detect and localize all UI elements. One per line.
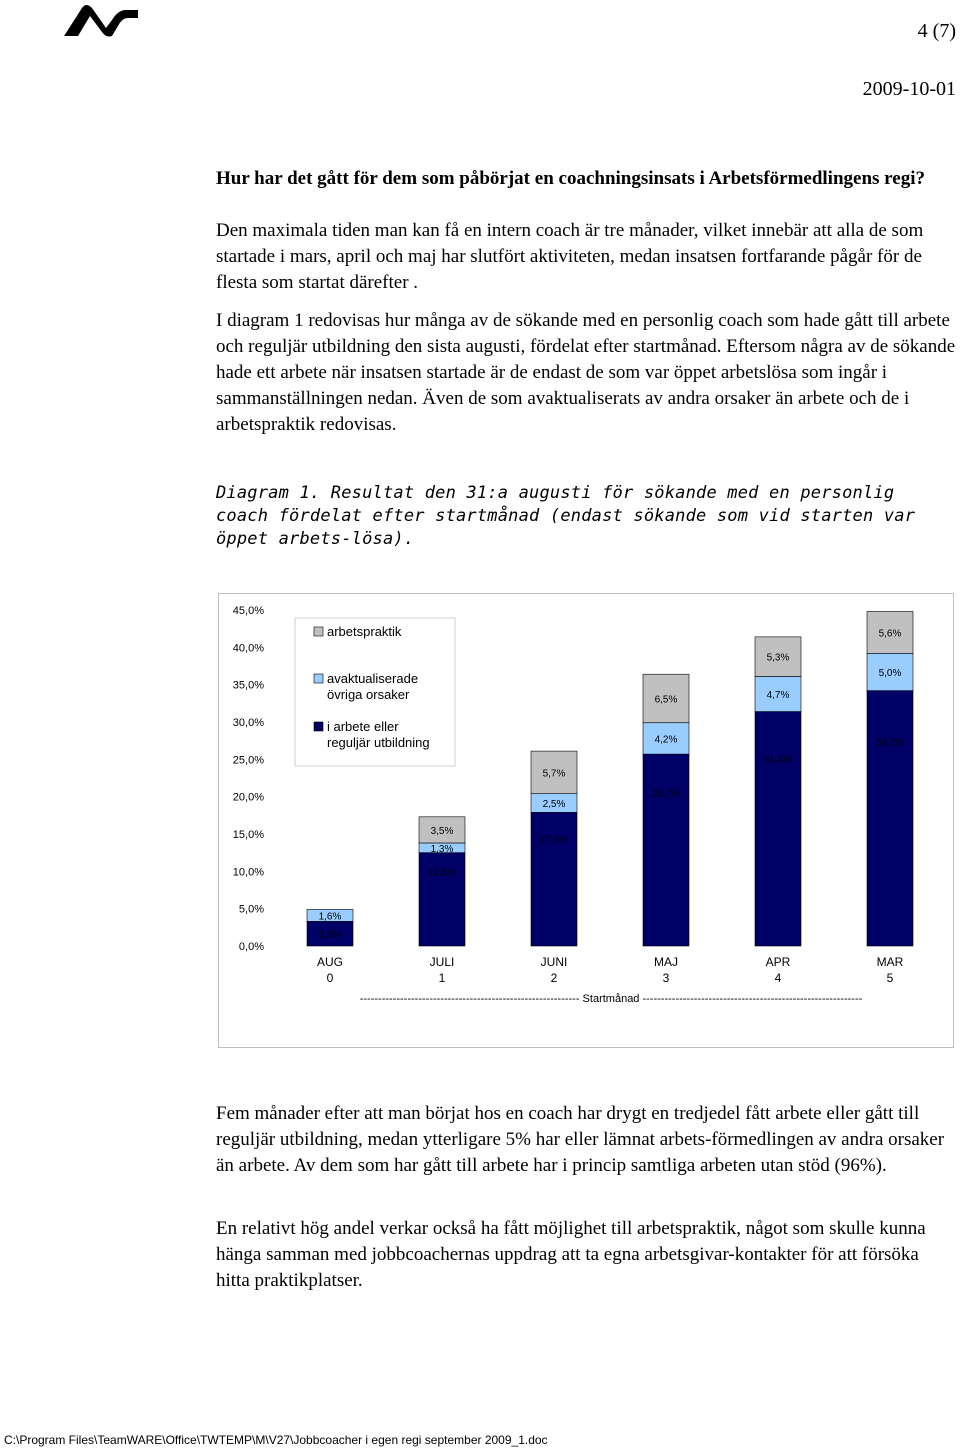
- data-label: 4,7%: [766, 690, 790, 701]
- data-label: 6,5%: [654, 694, 678, 706]
- y-tick-label: 30,0%: [232, 717, 264, 729]
- x-tick-number: 0: [326, 971, 334, 985]
- data-label: 5,3%: [766, 652, 790, 664]
- data-label: 5,7%: [542, 768, 566, 780]
- data-label: 5,6%: [878, 628, 902, 640]
- data-label: 2,5%: [542, 799, 566, 811]
- y-tick-label: 10,0%: [232, 866, 264, 879]
- y-tick-label: 15,0%: [232, 829, 264, 841]
- x-tick-number: 1: [438, 971, 446, 985]
- data-label: 31,4%: [763, 754, 793, 766]
- bar-segment: [867, 691, 913, 946]
- x-tick-number: 5: [886, 971, 894, 985]
- data-label: 34,2%: [875, 737, 905, 749]
- file-path: C:\Program Files\TeamWARE\Office\TWTEMP\M\V27\Jobbcoacher i egen regi september 2009_1.doc: [4, 1433, 548, 1447]
- y-tick-label: 40,0%: [232, 642, 264, 655]
- chart-canvas: [219, 594, 955, 1049]
- diagram-caption: Diagram 1. Resultat den 31:a augusti för sökande med en personlig coach fördelat efter startmånad (endast sökande som vid starten var öppet arbets-lösa).: [216, 483, 916, 549]
- x-tick-label: JULI: [429, 955, 455, 969]
- bar-segment: [643, 754, 689, 946]
- data-label: 17,9%: [539, 835, 569, 847]
- x-axis-label: ------------------------------------------------------------ Startmånad ------------------------------------------------------------: [359, 993, 863, 1005]
- y-tick-label: 20,0%: [232, 791, 264, 804]
- y-tick-label: 0,0%: [238, 941, 264, 953]
- section-heading: Hur har det gått för dem som påbörjat en coachningsinsats i Arbetsförmedlingens regi?: [216, 168, 925, 189]
- bar-segment: [755, 712, 801, 946]
- x-tick-label: JUNI: [540, 955, 568, 969]
- data-label: 12,5%: [427, 867, 457, 879]
- x-tick-label: MAR: [876, 955, 904, 969]
- y-tick-label: 5,0%: [238, 903, 264, 916]
- data-label: 1,6%: [318, 911, 342, 923]
- x-tick-number: 3: [662, 971, 670, 985]
- paragraph: En relativt hög andel verkar också ha fått möjlighet till arbetspraktik, något som skulle kunna hänga samman med jobbcoachernas uppdrag att ta egna arbetsgivar-kontakter för att försöka hitta praktikplatser.: [216, 1218, 926, 1291]
- data-label: 4,2%: [654, 734, 678, 746]
- x-tick-number: 4: [774, 971, 782, 985]
- legend-swatch: [314, 627, 323, 636]
- paragraph: Den maximala tiden man kan få en intern coach är tre månader, vilket innebär att alla de som startade i mars, april och maj har slutfört aktiviteten, medan insatsen fortfarande pågår för de flesta som startat därefter .: [216, 220, 924, 293]
- paragraph: I diagram 1 redovisas hur många av de sökande med en personlig coach som hade gått till arbete och reguljär utbildning den sista augusti, fördelat efter startmånad. Eftersom några av de sökande hade ett arbete när insatsen startade är de endast de som var öppet arbetslösa som ingår i sammanställningen nedan. Även de som avaktualiserats av andra orsaker än arbete och de i arbetspraktik redovisas.: [216, 310, 956, 435]
- data-label: 3,5%: [430, 825, 454, 837]
- company-logo-icon: [62, 2, 140, 38]
- data-label: 25,7%: [651, 788, 681, 800]
- y-tick-label: 35,0%: [232, 679, 264, 692]
- bar-segment: [531, 812, 577, 946]
- legend-swatch: [314, 674, 323, 683]
- legend-label: i arbete eller: [327, 719, 399, 734]
- legend-swatch: [314, 722, 323, 731]
- y-tick-label: 25,0%: [232, 754, 264, 767]
- paragraph: Fem månader efter att man börjat hos en coach har drygt en tredjedel fått arbete eller gått till reguljär utbildning, medan ytterligare 5% har eller lämnat arbets-förmedlingen av andra orsaker än arbete. Av dem som har gått till arbete har i princip samtliga arbeten utan stöd (96%).: [216, 1103, 945, 1176]
- x-tick-label: APR: [765, 955, 791, 969]
- stacked-bar-chart: [218, 593, 954, 1048]
- x-tick-label: MAJ: [654, 955, 678, 969]
- data-label: 3,3%: [318, 929, 342, 941]
- page-number: 4 (7): [917, 20, 956, 42]
- data-label: 5,0%: [878, 667, 902, 679]
- x-tick-label: AUG: [316, 955, 344, 969]
- legend-label: avaktualiserade: [327, 671, 419, 686]
- legend-label: reguljär utbildning: [327, 735, 430, 750]
- legend-label: övriga orsaker: [327, 687, 410, 702]
- data-label: 1,3%: [430, 843, 454, 855]
- y-tick-label: 45,0%: [232, 605, 264, 617]
- legend-label: arbetspraktik: [327, 624, 402, 639]
- document-date: 2009-10-01: [862, 78, 956, 100]
- x-tick-number: 2: [550, 971, 558, 985]
